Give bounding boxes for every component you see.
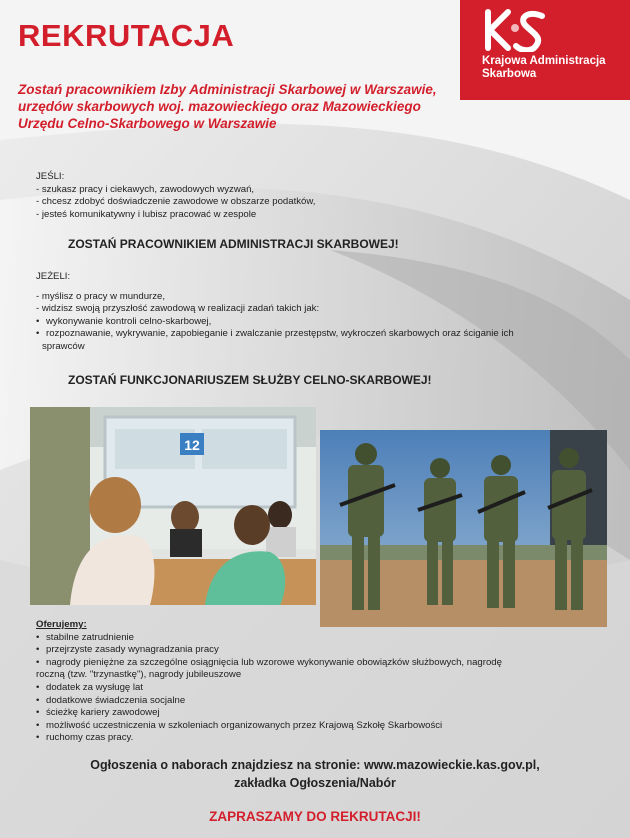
section-heading: JEŻELI: <box>36 271 71 282</box>
section-civil <box>36 171 315 221</box>
list-item: - widzisz swoją przyszłość zawodową w realizacji zadań takich jak: <box>36 303 514 316</box>
office-photo <box>30 407 316 605</box>
subtitle-line: urzędów skarbowych woj. mazowieckiego oraz Mazowieckiego <box>18 99 421 114</box>
section-uniformed <box>36 271 514 354</box>
footer-website-line: Ogłoszenia o naborach znajdziesz na stronie: www.mazowieckie.kas.gov.pl, <box>90 758 540 772</box>
offer-item: • możliwość uczestniczenia w szkoleniach organizowanych przez Krajową Szkołę Skarbowości <box>36 720 502 733</box>
task-list <box>36 316 514 341</box>
list-item: - szukasz pracy i ciekawych, zawodowych wyzwań, <box>36 184 315 197</box>
offer-item: • dodatek za wysługę lat <box>36 682 502 695</box>
offer-item: • stabilne zatrudnienie <box>36 632 502 645</box>
list-item-continuation: sprawców <box>42 340 85 352</box>
kas-logo-icon <box>482 8 552 52</box>
subtitle-line: Urzędu Celno-Skarbowego w Warszawie <box>18 116 277 131</box>
list-item: - chcesz zdobyć doświadczenie zawodowe w obszarze podatków, <box>36 196 315 209</box>
list-item: • wykonywanie kontroli celno-skarbowej, <box>36 316 514 329</box>
section-heading: JEŚLI: <box>36 171 65 182</box>
offer-item: • nagrody pieniężne za szczególne osiągnięcia lub wzorowe wykonywanie obowiązków służbowych, nagrodę <box>36 657 502 670</box>
logo-text-line1: Krajowa Administracja <box>482 55 606 67</box>
offer-item: • dodatkowe świadczenia socjalne <box>36 695 502 708</box>
offers-heading: Oferujemy: <box>36 619 87 630</box>
footer-tab-line: zakładka Ogłoszenia/Nabór <box>234 776 396 790</box>
condition-list <box>36 291 514 316</box>
cta-customs-service: ZOSTAŃ FUNKCJONARIUSZEM SŁUŻBY CELNO-SKARBOWEJ! <box>68 373 432 387</box>
logo-text-line2: Skarbowa <box>482 68 537 80</box>
offer-item: • ruchomy czas pracy. <box>36 732 502 745</box>
list-item: - myślisz o pracy w mundurze, <box>36 291 514 304</box>
offers-list <box>36 632 502 670</box>
kas-logo <box>460 0 630 100</box>
offer-item: • ścieżkę kariery zawodowej <box>36 707 502 720</box>
offers-section <box>36 619 502 745</box>
counter-number: 12 <box>184 437 200 453</box>
condition-list <box>36 184 315 222</box>
closing-invitation: ZAPRASZAMY DO REKRUTACJI! <box>209 809 421 824</box>
list-item: • rozpoznawanie, wykrywanie, zapobieganie i zwalczanie przestępstw, wykroczeń skarbowych oraz ściganie ich <box>36 328 514 341</box>
subtitle <box>18 81 458 132</box>
cta-administration: ZOSTAŃ PRACOWNIKIEM ADMINISTRACJI SKARBOWEJ! <box>68 237 399 251</box>
offers-list-cont <box>36 682 502 745</box>
list-item: - jesteś komunikatywny i lubisz pracować w zespole <box>36 209 315 222</box>
offer-item-continuation: roczną (tzw. "trzynastkę"), nagrody jubileuszowe <box>36 669 242 681</box>
office-scene-illustration <box>30 407 316 605</box>
page-title: REKRUTACJA <box>18 18 235 53</box>
offer-item: • przejrzyste zasady wynagradzania pracy <box>36 644 502 657</box>
subtitle-line: Zostań pracownikiem Izby Administracji Skarbowej w Warszawie, <box>18 82 437 97</box>
officers-scene-illustration <box>320 430 607 627</box>
officers-photo <box>320 430 607 627</box>
